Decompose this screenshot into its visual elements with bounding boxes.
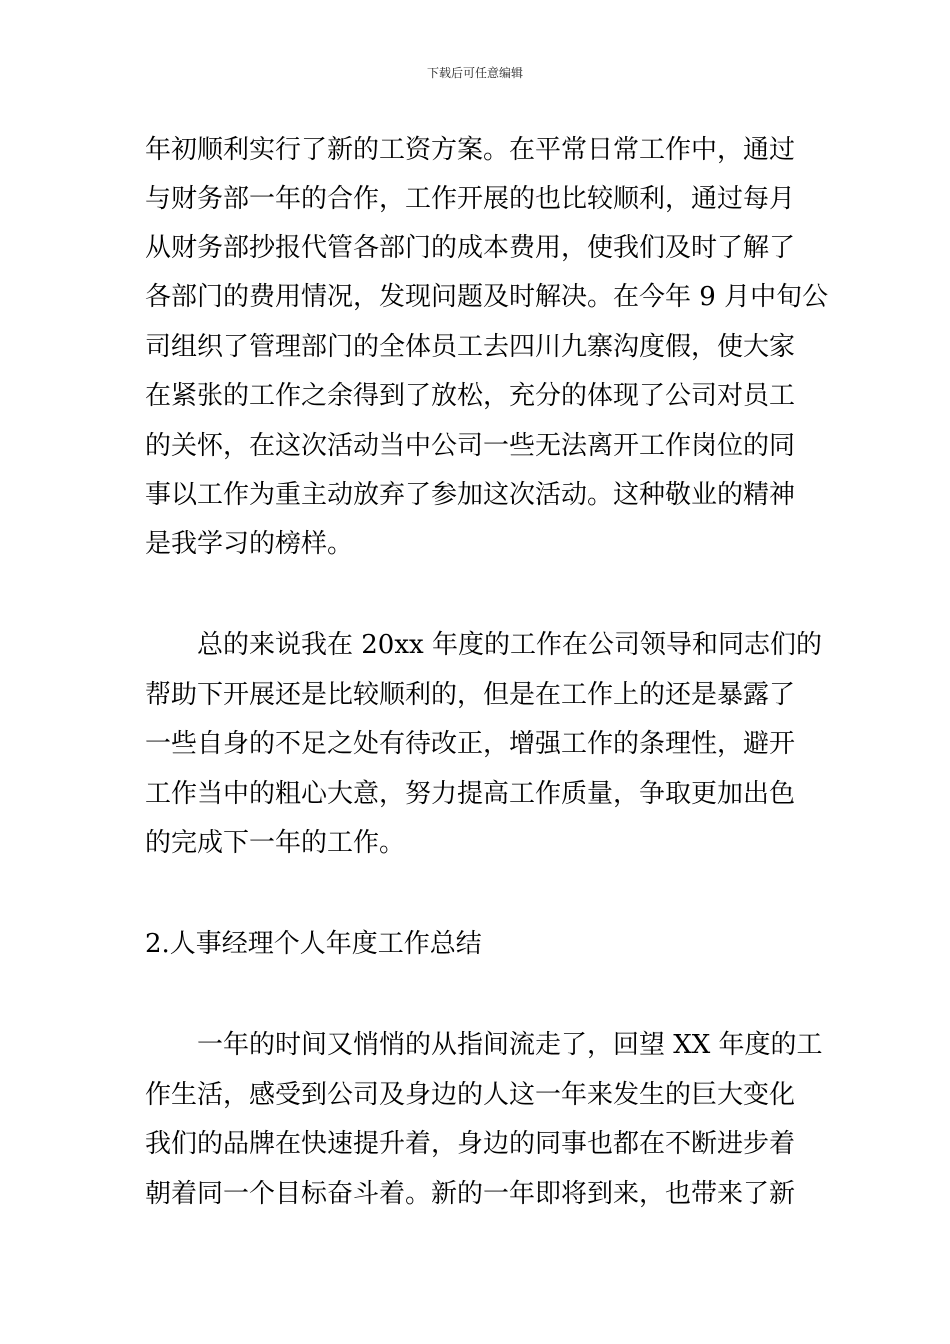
paragraph-2-line-1: 总的来说我在 20xx 年度的工作在公司领导和同志们的 [197, 630, 822, 660]
paragraph-3-line-3: 我们的品牌在快速提升着，身边的同事也都在不断进步着 [145, 1129, 796, 1159]
paragraph-2-line-3: 一些自身的不足之处有待改正，增强工作的条理性，避开 [145, 729, 796, 759]
paragraph-2-line-2: 帮助下开展还是比较顺利的，但是在工作上的还是暴露了 [145, 680, 796, 710]
paragraph-1-line-6: 在紧张的工作之余得到了放松，充分的体现了公司对员工 [145, 381, 796, 411]
paragraph-3-line-2: 作生活，感受到公司及身边的人这一年来发生的巨大变化 [145, 1080, 796, 1110]
paragraph-1-line-1: 年初顺利实行了新的工资方案。在平常日常工作中，通过 [145, 135, 796, 165]
paragraph-2-line-4: 工作当中的粗心大意，努力提高工作质量，争取更加出色 [145, 779, 796, 809]
paragraph-1-line-5: 司组织了管理部门的全体员工去四川九寨沟度假，使大家 [145, 332, 796, 362]
paragraph-1-line-7: 的关怀，在这次活动当中公司一些无法离开工作岗位的同 [145, 431, 796, 461]
page-header-note: 下载后可任意编辑 [426, 66, 523, 80]
paragraph-1-line-3: 从财务部抄报代管各部门的成本费用，使我们及时了解了 [145, 233, 796, 263]
paragraph-1-line-2: 与财务部一年的合作，工作开展的也比较顺利，通过每月 [145, 184, 796, 214]
section-heading: 2.人事经理个人年度工作总结 [145, 929, 482, 959]
paragraph-2-line-5: 的完成下一年的工作。 [145, 828, 406, 858]
paragraph-1-line-9: 是我学习的榜样。 [145, 529, 354, 559]
paragraph-3-line-1: 一年的时间又悄悄的从指间流走了，回望 XX 年度的工 [197, 1030, 823, 1060]
paragraph-1-line-4: 各部门的费用情况，发现问题及时解决。在今年 9 月中旬公 [145, 282, 829, 312]
paragraph-1-line-8: 事以工作为重主动放弃了参加这次活动。这种敬业的精神 [145, 480, 796, 510]
paragraph-3-line-4: 朝着同一个目标奋斗着。新的一年即将到来，也带来了新 [145, 1179, 796, 1209]
